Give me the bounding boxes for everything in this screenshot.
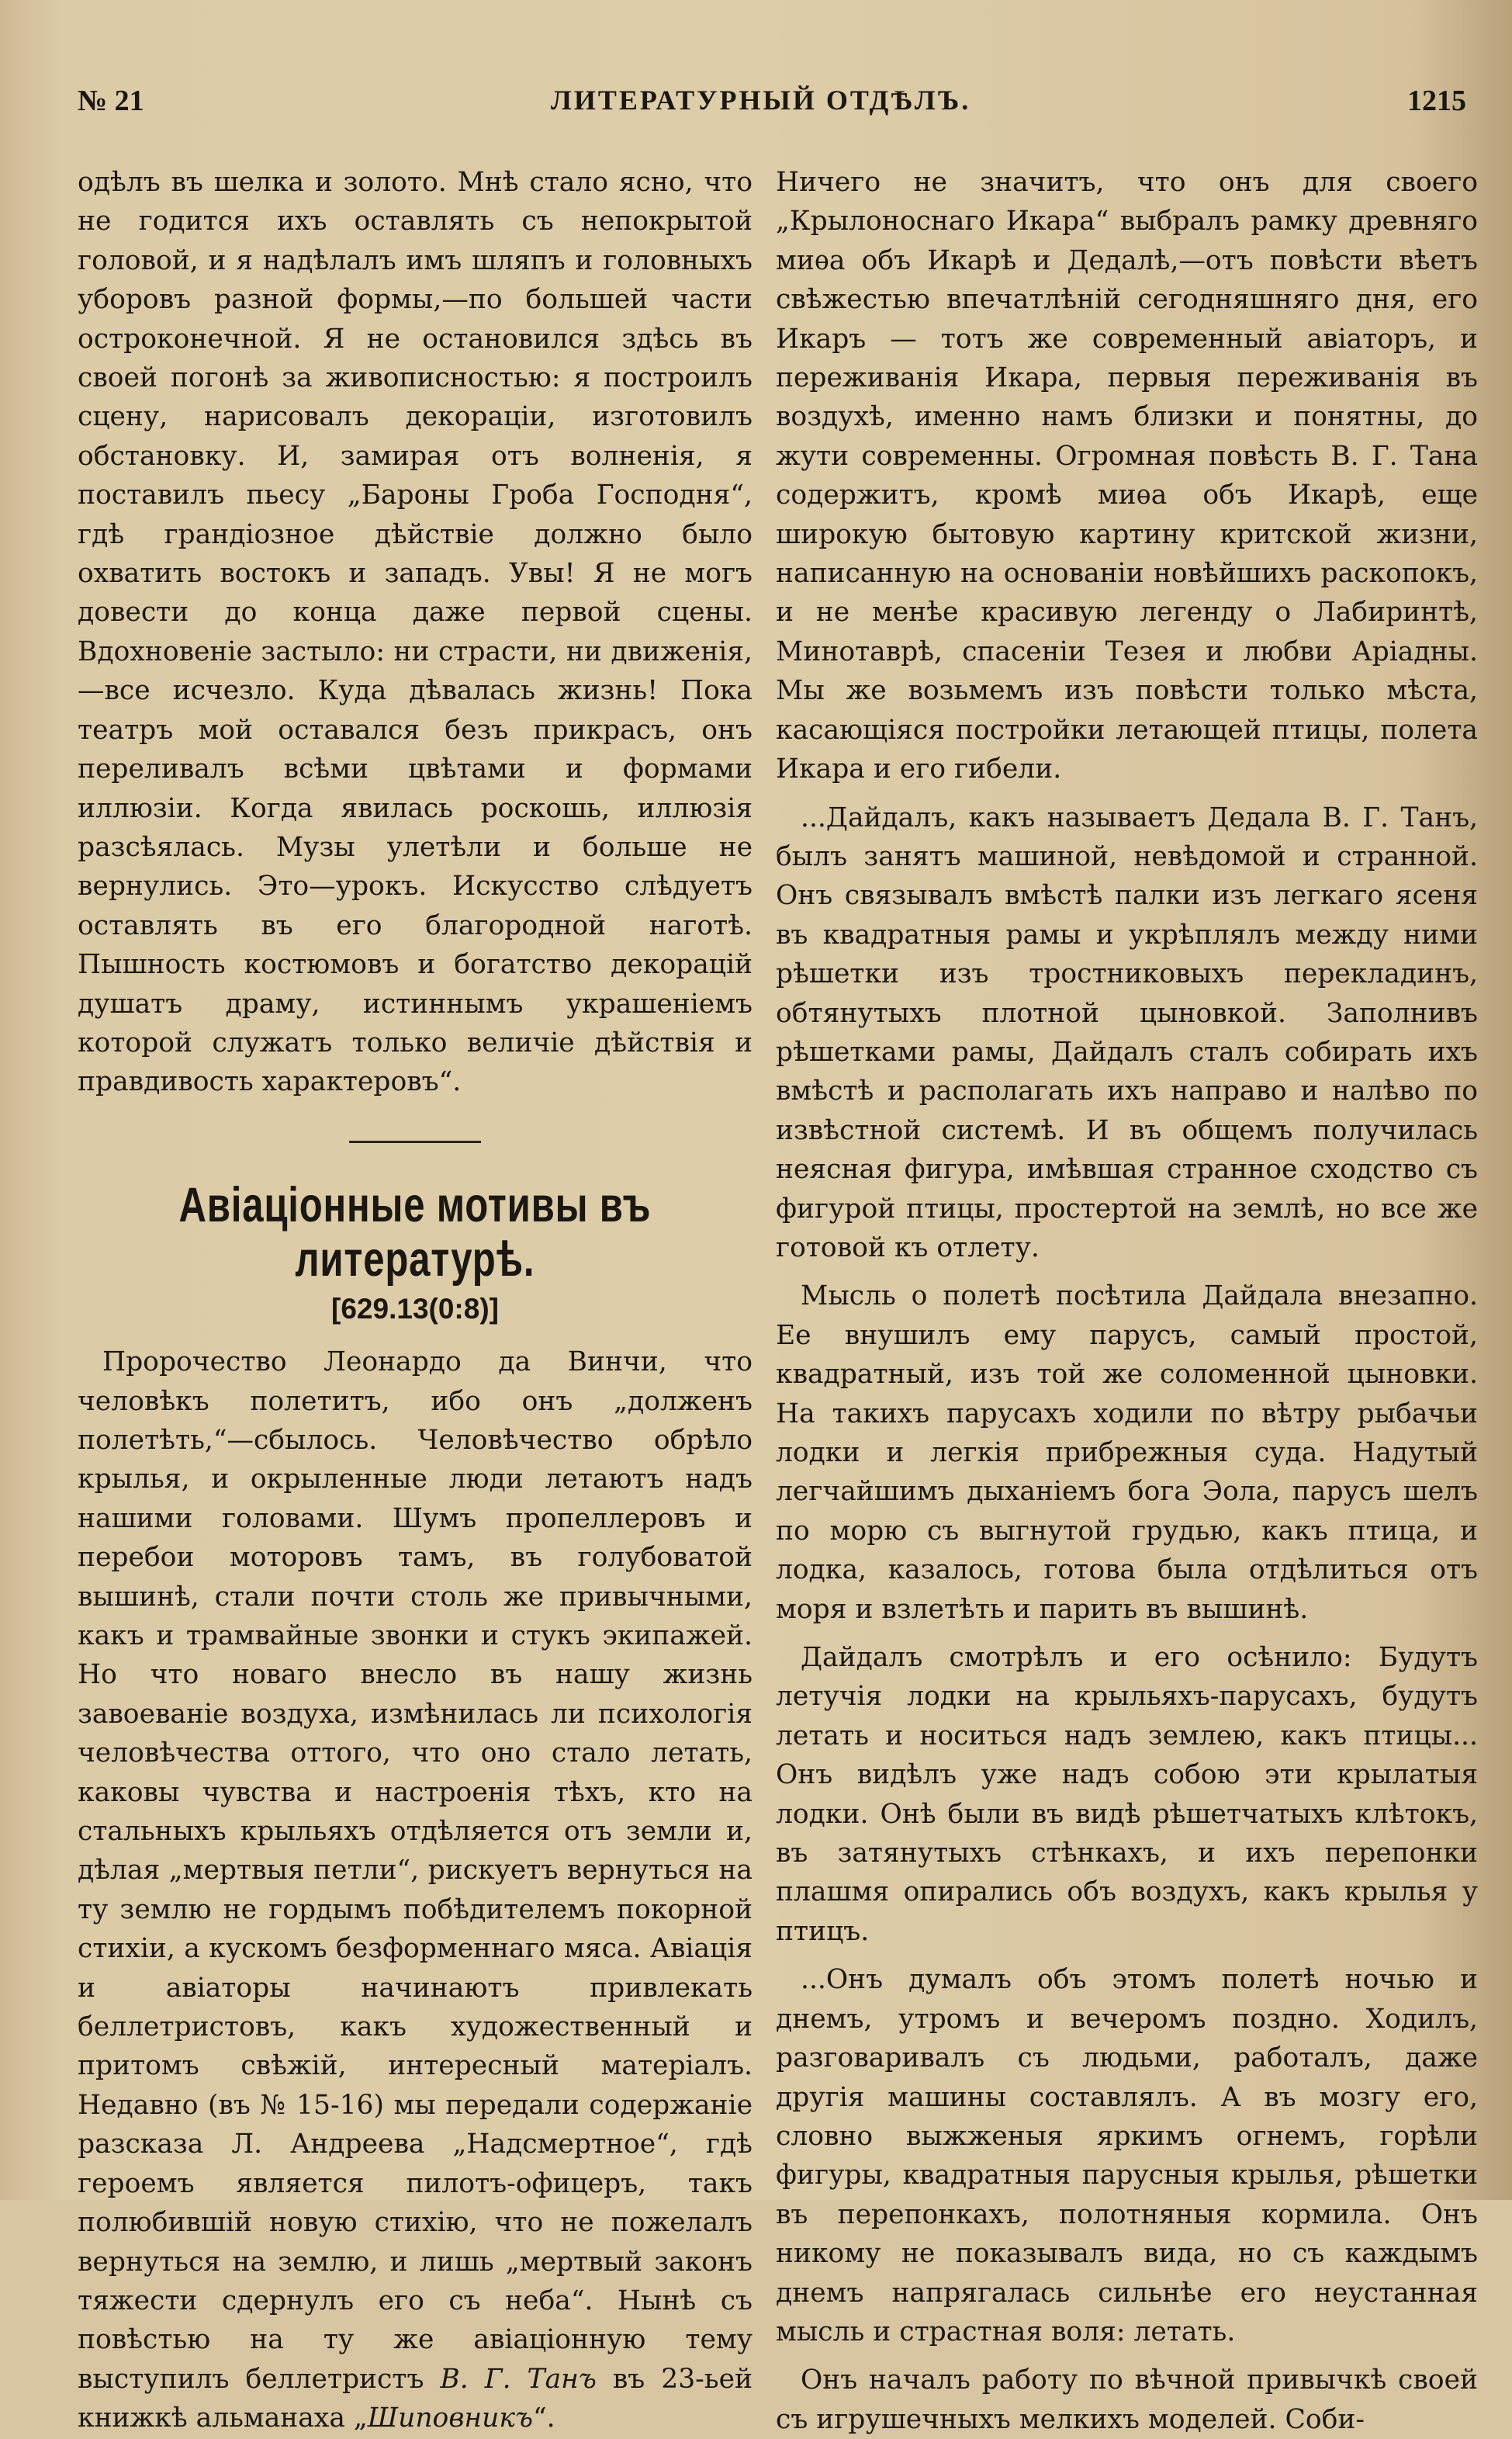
body-text: Пророчество Леонардо да Винчи, что человѣкъ полетитъ, ибо онъ „долженъ полетѣть,“—сбылось. Человѣчество обрѣло крылья, и окрыленные люди летаютъ надъ нашими головами. Шумъ пропеллеровъ и перебои моторовъ тамъ, въ голубоватой вышинѣ, стали почти столь же привычными, какъ и трамвайные звонки и стукъ экипажей. Но что новаго внесло въ нашу жизнь завоеваніе воздуха, измѣнилась ли психологія человѣчества оттого, что оно стало летать, каковы чувства и настроенія тѣхъ, кто на стальныхъ крыльяхъ отдѣляется отъ земли и, дѣлая „мертвыя петли“, рискуетъ вернуться на ту землю не гордымъ побѣдителемъ покорной стихіи, а кускомъ безформеннаго мяса. Авіація и авіаторы начинаютъ привлекать беллетристовъ, какъ художественный и притомъ свѣжій, интересный матеріалъ. Недавно (въ № 15-16) мы передали содержаніе разсказа Л. Андреева „Надсмертное“, гдѣ героемъ является пилотъ-офицеръ, такъ полюбившій новую стихію, что не пожелалъ вернуться на землю, и лишь „мертвый законъ тяжести сдернулъ его съ неба“. Нынѣ съ повѣстью на ту же авіаціонную тему выступилъ беллетристъ [78,1346,753,2395]
author-name: В. Г. Танъ [440,2363,597,2395]
paragraph: ...Дайдалъ, какъ называетъ Дедала В. Г. Танъ, былъ занятъ машиной, невѣдомой и странной. Онъ связывалъ вмѣстѣ палки изъ легкаго ясеня въ квадратныя рамы и укрѣплялъ между ними рѣшетки изъ тростниковыхъ перекладинъ, обтянутыхъ плотной цыновкой. Заполнивъ рѣшетками рамы, Дайдалъ сталъ собирать ихъ вмѣстѣ и располагать ихъ направо и налѣво по извѣстной системѣ. И въ общемъ получилась неясная фигура, имѣвшая странное сходство съ фигурой птицы, простертой на землѣ, но все же готовой къ отлету. [776,802,1478,1263]
section-title: ЛИТЕРАТУРНЫЙ ОТДѢЛЪ. [551,85,971,116]
right-column [776,163,1478,2439]
udc-classification: [629.13(0:8)] [331,1292,499,1325]
page-number: 1215 [1407,85,1466,117]
issue-number: № 21 [78,85,144,117]
running-head [78,84,1466,130]
paragraph: Мысль о полетѣ посѣтила Дайдала внезапно. Ее внушилъ ему парусъ, самый простой, квадратный, изъ той же соломенной цыновки. На такихъ парусахъ ходили по вѣтру рыбачьи лодки и легкія прибрежныя суда. Надутый легчайшимъ дыханіемъ бога Эола, парусъ шелъ по морю съ выгнутой грудью, какъ птица, и лодка, казалось, готова была отдѣлиться отъ моря и взлетѣть и парить въ вышинѣ. [776,1280,1478,1625]
left-column [78,163,753,2438]
intro-paragraph: одѣлъ въ шелка и золото. Мнѣ стало ясно, что не годится ихъ оставлять съ непокрытой головой, и я надѣлалъ имъ шляпъ и головныхъ уборовъ разной формы,—по большей части остроконечной. Я не остановился здѣсь въ своей погонѣ за живописностью: я построилъ сцену, нарисовалъ декораціи, изготовилъ обстановку. И, замирая отъ волненія, я поставилъ пьесу „Бароны Гроба Господня“, гдѣ грандіозное дѣйствіе должно было охватить востокъ и западъ. Увы! Я не могъ довести до конца даже первой сцены. Вдохновеніе застыло: ни страсти, ни движенія,—все исчезло. Куда дѣвалась жизнь! Пока театръ мой оставался безъ прикрасъ, онъ переливалъ всѣми цвѣтами и формами иллюзіи. Когда явилась роскошь, иллюзія разсѣялась. Музы улетѣли и больше не вернулись. Это—урокъ. Искусство слѣдуетъ оставлять въ его благородной наготѣ. Пышность костюмовъ и богатство декорацій душатъ драму, истиннымъ украшеніемъ которой служатъ только величіе дѣйствія и правдивость характеровъ“. [78,167,753,1098]
article-body-paragraph [78,1342,753,2437]
almanac-name: Шиповникъ [367,2403,533,2434]
article-title: Авіаціонные мотивы въ литературѣ. [178,1177,652,1287]
paragraph: Дайдалъ смотрѣлъ и его осѣнило: Будутъ летучія лодки на крыльяхъ-парусахъ, будутъ летать и носиться надъ землею, какъ птицы... Онъ видѣлъ уже надъ собою эти крылатыя лодки. Онѣ были въ видѣ рѣшетчатыхъ клѣтокъ, въ затянутыхъ стѣнкахъ, и ихъ перепонки плашмя опирались объ воздухъ, какъ крылья у птицъ. [776,1642,1478,1947]
section-divider [349,1141,481,1143]
paragraph: Ничего не значитъ, что онъ для своего „Крылоноснаго Икара“ выбралъ рамку древняго миѳа объ Икарѣ и Дедалѣ,—отъ повѣсти вѣетъ свѣжестью впечатлѣній сегодняшняго дня, его Икаръ — тотъ же современный авіаторъ, и переживанія Икара, первыя переживанія въ воздухѣ, именно намъ близки и понятны, до жути современны. Огромная повѣсть В. Г. Тана содержитъ, кромѣ миѳа объ Икарѣ, еще широкую бытовую картину критской жизни, написанную на основаніи новѣйшихъ раскопокъ, и не менѣе красивую легенду о Лабиринтѣ, Минотаврѣ, спасеніи Тезея и любви Аріадны. Мы же возьмемъ изъ повѣсти только мѣста, касающіяся постройки летающей птицы, полета Икара и его гибели. [776,167,1478,785]
body-text-2: въ 23-ьей книжкѣ альманаха „ [78,2363,753,2434]
paragraph: ...Онъ думалъ объ этомъ полетѣ ночью и днемъ, утромъ и вечеромъ поздно. Ходилъ, разговаривалъ съ людьми, работалъ, даже другія машины составлялъ. А въ мозгу его, словно выжженыя яркимъ огнемъ, горѣли фигуры, квадратныя парусныя крылья, рѣшетки въ перепонкахъ, полотняныя кормила. Онъ никому не показывалъ вида, но съ каждымъ днемъ напрягалась сильнѣе его неустанная мысль и страстная воля: летать. [776,1964,1478,2347]
body-text-end: “. [532,2403,555,2434]
paragraph: Онъ началъ работу по вѣчной привычкѣ своей съ игрушечныхъ мелкихъ моделей. Соби- [776,2365,1478,2435]
